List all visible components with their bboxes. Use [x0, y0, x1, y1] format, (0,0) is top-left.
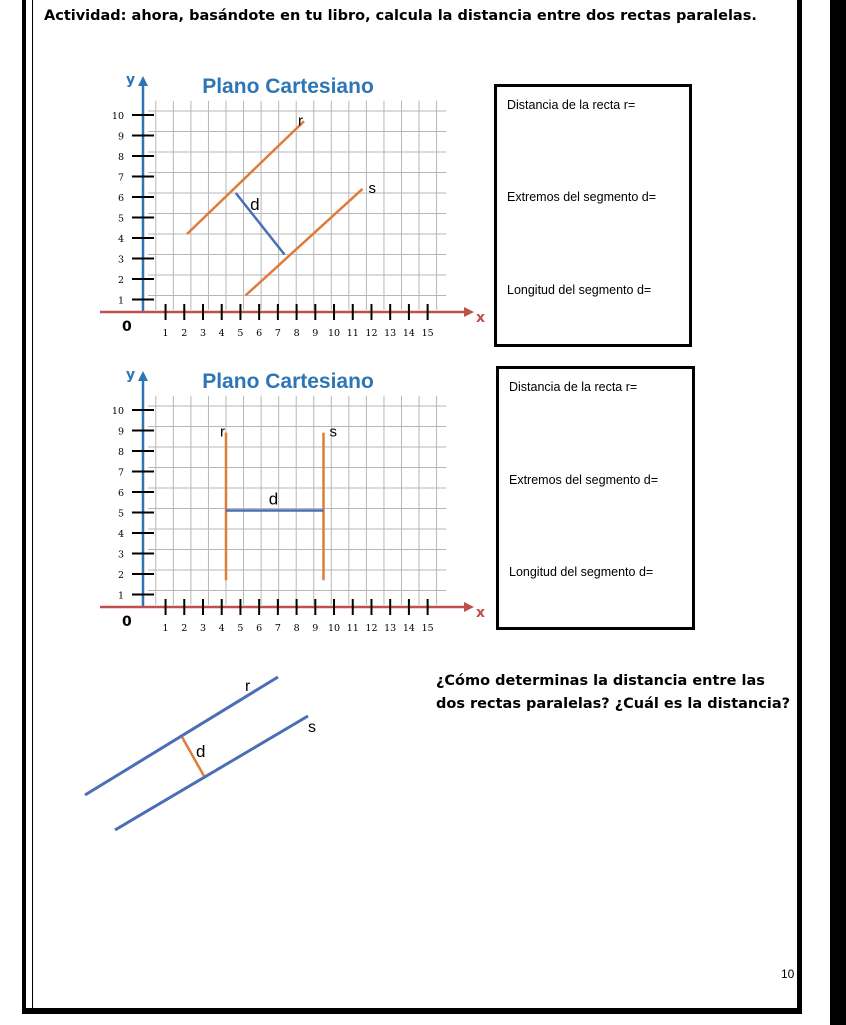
line-r-label: r — [220, 423, 225, 441]
y-tick-label: 1 — [117, 590, 124, 602]
x-axis-arrow — [464, 602, 474, 612]
plot-title: Plano Cartesiano — [202, 370, 374, 393]
x-tick-label: 11 — [346, 623, 359, 634]
y-tick-label: 7 — [117, 467, 124, 479]
diagram-line-s — [115, 716, 308, 830]
answer-box-1 — [494, 84, 692, 347]
question-text — [436, 670, 806, 716]
x-tick-label: 4 — [218, 623, 225, 634]
x-tick-label: 7 — [274, 623, 281, 634]
line-r-label: r — [298, 112, 303, 130]
line-s-label: s — [368, 179, 376, 197]
x-axis-label: x — [476, 310, 486, 326]
y-axis-arrow — [138, 76, 148, 86]
x-tick-label: 2 — [181, 623, 188, 634]
endpoints-label: Extremos del segmento d= — [509, 473, 659, 487]
cartesian-plane-2 — [100, 365, 490, 655]
y-tick-label: 7 — [117, 172, 124, 184]
plot-title: Plano Cartesiano — [202, 75, 374, 98]
x-tick-label: 12 — [365, 623, 378, 634]
origin-label: 0 — [122, 614, 132, 630]
x-axis-arrow — [464, 307, 474, 317]
x-tick-label: 2 — [181, 328, 188, 339]
y-axis-arrow — [138, 371, 148, 381]
y-tick-label: 8 — [117, 447, 124, 458]
y-axis-label: y — [126, 72, 136, 88]
x-tick-label: 13 — [384, 328, 397, 339]
x-tick-label: 15 — [421, 328, 434, 339]
y-tick-label: 9 — [117, 426, 124, 438]
inner-border-right — [797, 0, 798, 1008]
x-tick-label: 9 — [312, 623, 319, 634]
diagram-label-d: d — [196, 742, 206, 761]
distance-label: Distancia de la recta r= — [507, 98, 636, 112]
endpoints-label: Extremos del segmento d= — [507, 190, 657, 204]
y-tick-label: 9 — [117, 131, 124, 143]
x-tick-label: 5 — [237, 623, 244, 634]
x-tick-label: 10 — [327, 328, 341, 339]
x-tick-label: 11 — [346, 328, 359, 339]
y-axis-label: y — [126, 367, 136, 383]
x-tick-label: 3 — [199, 328, 207, 339]
x-tick-label: 4 — [218, 328, 225, 339]
segment-d-label: d — [250, 194, 260, 214]
x-tick-label: 8 — [293, 328, 300, 339]
parallel-lines-diagram — [80, 670, 330, 840]
diagram-label-s: s — [308, 719, 316, 736]
y-tick-label: 8 — [117, 152, 124, 163]
x-tick-label: 14 — [402, 328, 415, 339]
x-tick-label: 10 — [327, 623, 341, 634]
activity-title: Actividad: ahora, basándote en tu libro, calcula la distancia entre dos rectas paralelas. — [44, 8, 757, 24]
question-line-2: dos rectas paralelas? ¿Cuál es la distancia? — [436, 696, 791, 712]
x-tick-label: 5 — [237, 328, 244, 339]
y-tick-label: 3 — [117, 549, 124, 561]
length-label: Longitud del segmento d= — [509, 565, 654, 579]
y-tick-label: 5 — [117, 508, 124, 520]
line-s-label: s — [329, 423, 337, 441]
y-tick-label: 2 — [117, 275, 124, 286]
x-tick-label: 12 — [365, 328, 378, 339]
y-tick-label: 4 — [117, 234, 124, 245]
x-tick-label: 3 — [199, 623, 207, 634]
x-tick-label: 6 — [256, 623, 263, 634]
answer-box-2 — [496, 366, 695, 630]
distance-label: Distancia de la recta r= — [509, 380, 638, 394]
y-tick-label: 1 — [117, 295, 124, 307]
origin-label: 0 — [122, 319, 132, 335]
y-tick-label: 4 — [117, 529, 124, 540]
y-tick-label: 5 — [117, 213, 124, 225]
y-tick-label: 6 — [117, 193, 124, 204]
inner-border-left — [32, 0, 33, 1008]
diagram-label-r: r — [245, 678, 251, 695]
x-tick-label: 7 — [274, 328, 281, 339]
cartesian-plane-1 — [100, 70, 490, 360]
line-s — [246, 189, 363, 296]
x-axis-label: x — [476, 605, 486, 621]
x-tick-label: 1 — [162, 328, 169, 339]
x-tick-label: 1 — [162, 623, 169, 634]
x-tick-label: 9 — [312, 328, 319, 339]
x-tick-label: 15 — [421, 623, 434, 634]
x-tick-label: 6 — [256, 328, 263, 339]
length-label: Longitud del segmento d= — [507, 283, 652, 297]
question-line-1: ¿Cómo determinas la distancia entre las — [436, 673, 765, 689]
x-tick-label: 8 — [293, 623, 300, 634]
x-tick-label: 13 — [384, 623, 397, 634]
y-tick-label: 3 — [117, 254, 124, 266]
y-tick-label: 10 — [111, 111, 124, 122]
y-tick-label: 10 — [111, 406, 124, 417]
line-r — [187, 121, 304, 234]
page-number: 10 — [781, 967, 795, 981]
y-tick-label: 6 — [117, 488, 124, 499]
segment-d-label: d — [268, 489, 279, 509]
x-tick-label: 14 — [402, 623, 415, 634]
y-tick-label: 2 — [117, 570, 124, 581]
